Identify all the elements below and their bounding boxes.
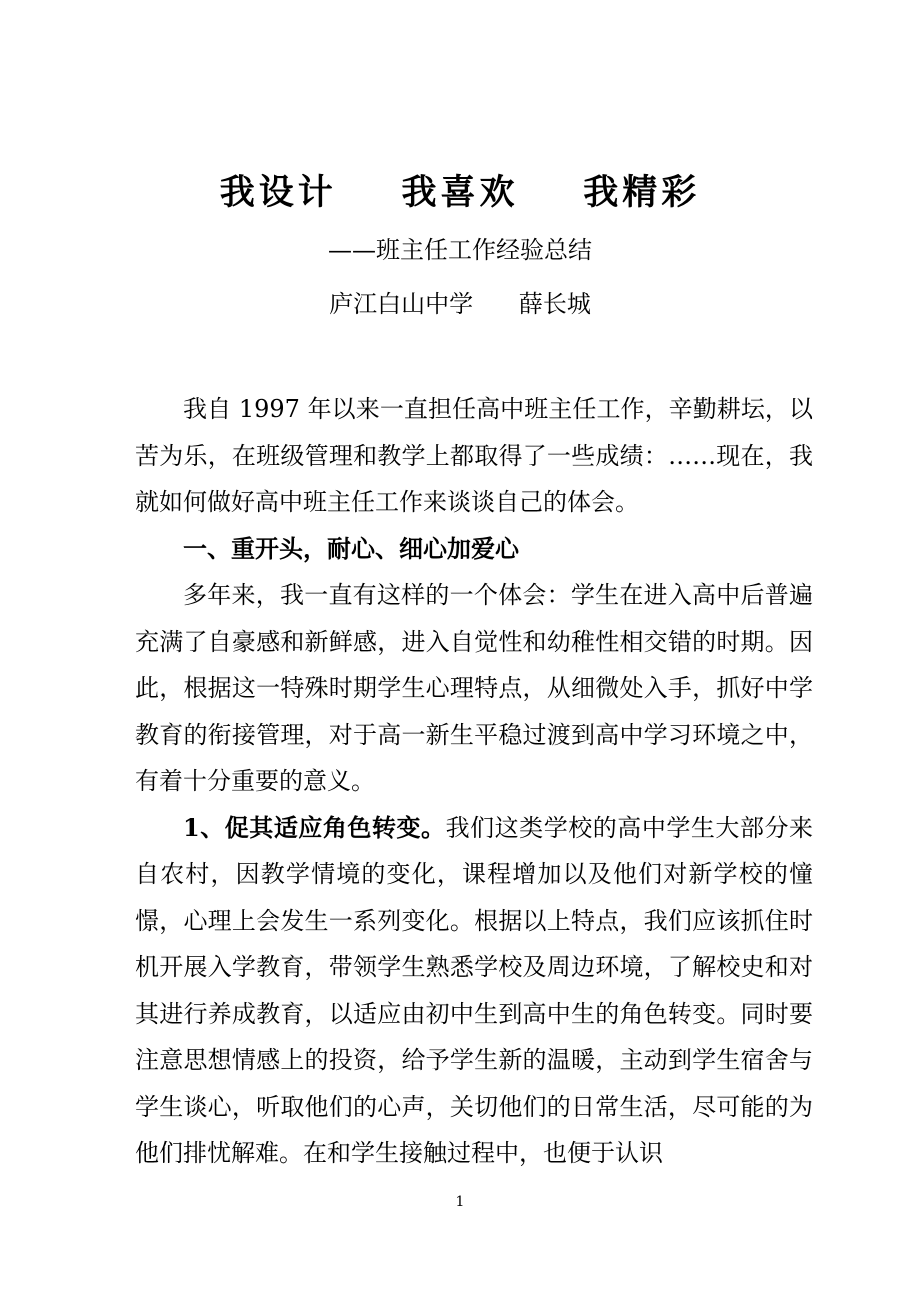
section-heading: 一、重开头，耐心、细心加爱心 (183, 533, 519, 563)
point-text: 我们这类学校的高中学生大部分来自农村，因教学情境的变化，课程增加以及他们对新学校的憧憬，心理上会发生一系列变化。根据以上特点，我们应该抓住时机开展入学教育，带领学生熟悉学校及周边环境，了解校史和对其进行养成教育，以适应由初中生到高中生的角色转变。同时要注意思想情感上的投资，给予学生新的温暖，主动到学生宿舍与学生谈心，听取他们的心声，关切他们的日常生活，尽可能的为他们排忧解难。在和学生接触过程中，也便于认识 (135, 813, 814, 1167)
page-number: 1 (455, 1194, 465, 1210)
intro-paragraph: 我自 1997 年以来一直担任高中班主任工作，辛勤耕坛，以苦为乐，在班级管理和教学上都取得了一些成绩：……现在，我就如何做好高中班主任工作来谈谈自己的体会。 (135, 395, 813, 516)
document-title: 我设计 我喜欢 我精彩 (219, 172, 701, 213)
document-body (135, 386, 813, 1177)
document-subtitle: ——班主任工作经验总结 (328, 236, 592, 264)
point-lead: 1、促其适应角色转变。 (183, 812, 446, 842)
body-paragraph: 多年来，我一直有这样的一个体会：学生在进入高中后普遍充满了自豪感和新鲜感，进入自觉性和幼稚性相交错的时期。因此，根据这一特殊时期学生心理特点，从细微处入手，抓好中学教育的衔接管理，对于高一新生平稳过渡到高中学习环境之中，有着十分重要的意义。 (135, 581, 813, 795)
author-line: 庐江白山中学 薛长城 (329, 290, 591, 318)
point-paragraph (135, 805, 813, 1177)
